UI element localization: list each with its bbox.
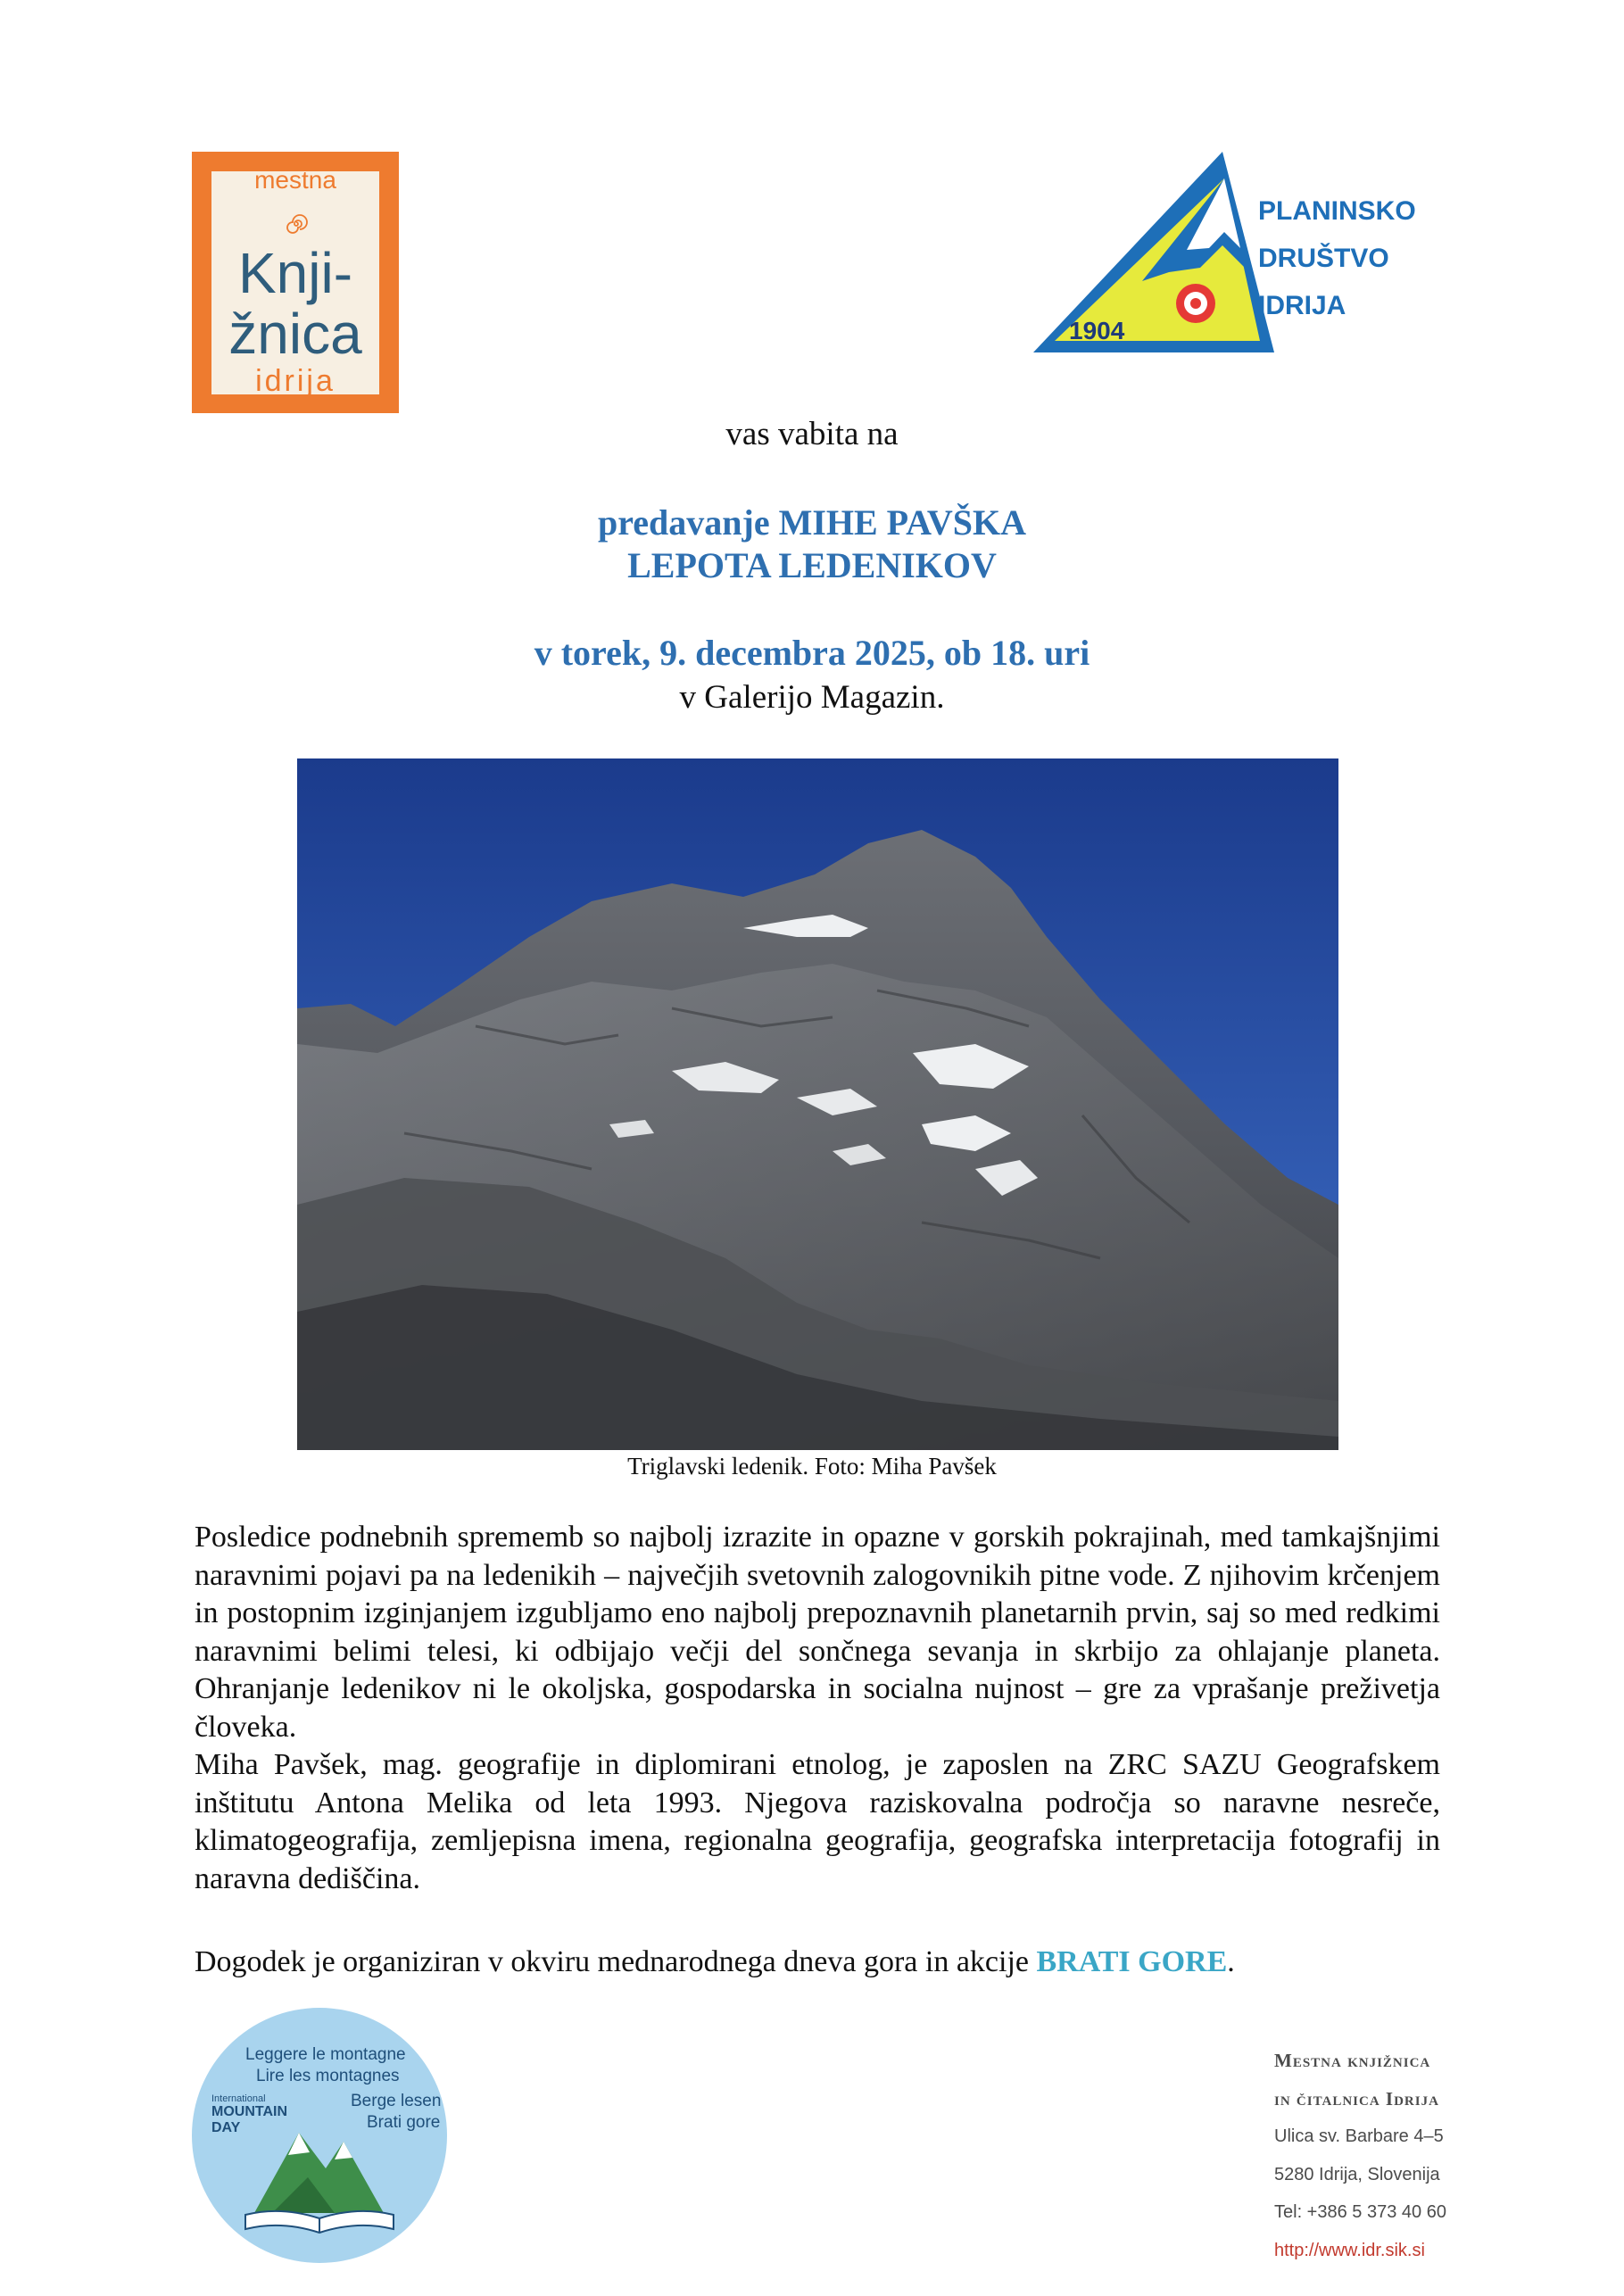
pd-logo-text: [1258, 187, 1416, 329]
md-line1: Leggere le montagne: [245, 2045, 406, 2064]
library-website-link[interactable]: http://www.idr.sik.si: [1274, 2240, 1425, 2260]
library-address: [1274, 2042, 1446, 2269]
library-logo-line3: žnica: [228, 302, 362, 366]
md-line5: DAY: [211, 2120, 241, 2135]
body-paragraph-2: Miha Pavšek, mag. geografije in diplomirani etnolog, je zaposlen na ZRC SAZU Geografskem inštitutu Antona Melika od leta 1993. Njegova raziskovalna področja so naravne nesreče, klimatogeografija, zemljepisna imena, regionalna geografija, geografska interpretacija fotografij in naravna dediščina.: [195, 1748, 1440, 1895]
library-logo-line1: mestna: [254, 166, 336, 194]
photo-caption: Triglavski ledenik. Foto: Miha Pavšek: [627, 1453, 997, 1480]
lecture-title-line1: predavanje MIHE PAVŠKA: [597, 502, 1027, 543]
address-line1: Mestna knjižnica: [1274, 2050, 1431, 2071]
closing-sentence: Dogodek je organiziran v okviru mednarodnega dneva gora in akcije: [195, 1945, 1037, 1978]
address-phone: Tel: +386 5 373 40 60: [1274, 2202, 1446, 2222]
invite-text: vas vabita na: [725, 416, 899, 452]
pd-logo-line2: DRUŠTVO: [1258, 244, 1389, 273]
library-logo-line4: idrija: [255, 364, 336, 398]
library-logo: [192, 152, 399, 413]
md-line4: MOUNTAIN: [211, 2104, 288, 2119]
glacier-photo: [297, 758, 1338, 1450]
mountain-book-icon: [192, 2008, 447, 2263]
md-line3: International: [211, 2093, 266, 2104]
pd-logo-line1: PLANINSKO: [1258, 196, 1416, 226]
spiral-icon: [285, 212, 308, 236]
address-city: 5280 Idrija, Slovenija: [1274, 2164, 1440, 2184]
library-logo-line2: Knji-: [237, 241, 353, 305]
closing-period: .: [1227, 1945, 1235, 1978]
body-paragraph-1: Posledice podnebnih sprememb so najbolj izrazite in opazne v gorskih pokrajinah, med tamkajšnjimi naravnimi pojavi pa na ledenikih – največjih svetovnih zalogovnikih pitne vode. Z njihovim krčenjem in postopnim izginjanjem izgubljamo eno najbolj prepoznavnih planetarnih prvin, saj so med redkimi naravnimi belimi telesi, ki odbijajo večji del sončnega sevanja in skrbijo za ohlajanje planeta. Ohranjanje ledenikov ni le okoljska, gospodarska in socialna nujnost – gre za vprašanje preživetja človeka.: [195, 1521, 1440, 1744]
pd-logo-line3: IDRIJA: [1258, 291, 1346, 320]
planinsko-drustvo-logo: [1026, 143, 1294, 366]
md-line7: Brati gore: [367, 2113, 441, 2132]
pd-logo-year: 1904: [1069, 317, 1125, 344]
lecture-title-line2: LEPOTA LEDENIKOV: [627, 545, 997, 585]
event-date: v torek, 9. decembra 2025, ob 18. uri: [534, 633, 1090, 673]
mountain-day-logo: [192, 2008, 447, 2263]
event-location: v Galerijo Magazin.: [679, 679, 945, 716]
address-line2: in čitalnica Idrija: [1274, 2087, 1439, 2110]
closing-text: [195, 1944, 1444, 1981]
address-street: Ulica sv. Barbare 4–5: [1274, 2126, 1444, 2146]
md-line6: Berge lesen: [351, 2092, 442, 2110]
md-line2: Lire les montagnes: [256, 2067, 400, 2085]
brati-gore-highlight: BRATI GORE: [1036, 1945, 1228, 1978]
body-text: [195, 1519, 1440, 1898]
